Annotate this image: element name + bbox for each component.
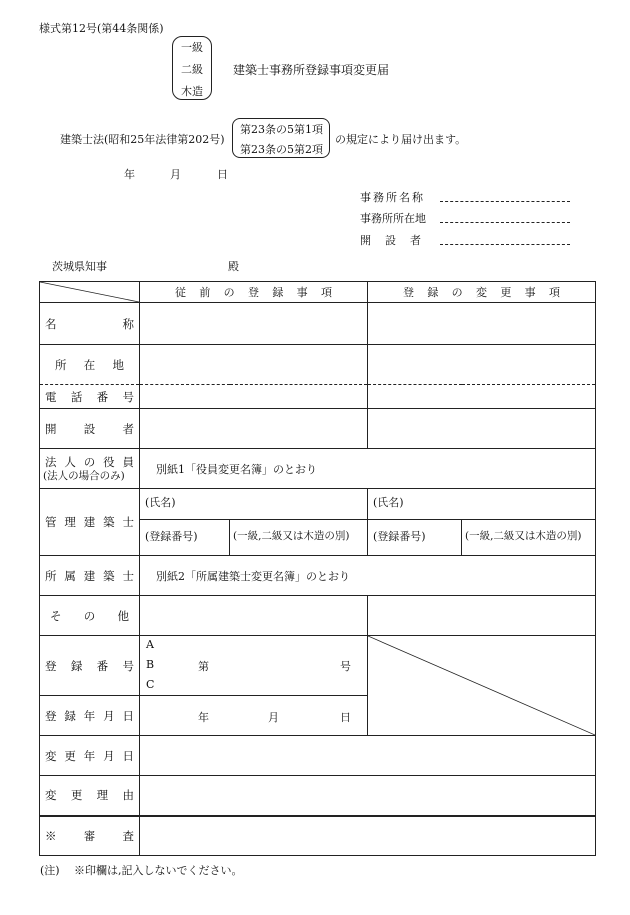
row-other-label-text [45, 608, 134, 624]
row-location-label [40, 345, 140, 385]
label-char: 者 [122, 421, 134, 436]
row-phone-label [40, 385, 140, 409]
founder-label: 開設者 [360, 234, 435, 247]
header-diagonal-cell [40, 282, 140, 303]
row-officers-value: 別紙1「役員変更名簿」のとおり [140, 449, 596, 489]
header-char: 録 [427, 286, 439, 299]
header-char: の [451, 286, 463, 299]
label-char: の [83, 608, 96, 623]
header-char: 前 [199, 286, 211, 299]
manager-regno-after[interactable]: (登録番号) [368, 520, 462, 556]
label-char: 理 [64, 515, 76, 529]
manager-regno-before[interactable]: (登録番号) [140, 520, 230, 556]
addressee-honorific: 殿 [228, 260, 239, 273]
reg-letter-a: A [146, 638, 154, 651]
form-title: 建築士事務所登録事項変更届 [233, 63, 390, 77]
label-char: 録 [64, 708, 76, 723]
reg-letter-c: C [146, 678, 155, 691]
row-affiliated-label [40, 556, 140, 596]
label-char: 年 [83, 748, 96, 763]
label-char: 員 [122, 454, 134, 469]
class-option-1: 一級 [181, 41, 203, 54]
col-header-before [140, 282, 368, 303]
label-char: 変 [45, 748, 57, 763]
header-char: 更 [500, 286, 512, 299]
regdate-month: 月 [268, 711, 279, 724]
office-location-field[interactable] [440, 222, 570, 223]
row-changedate-label [40, 736, 140, 776]
row-phone-label-text [45, 389, 134, 405]
row-reason-label-text [45, 787, 134, 803]
row-location-label-text [45, 357, 134, 373]
reg-dai: 第 [198, 660, 209, 673]
manager-class-after[interactable]: (一級,二級又は木造の別) [462, 520, 596, 556]
manager-name-after[interactable]: (氏名) [368, 489, 596, 520]
manager-name-before[interactable]: (氏名) [140, 489, 368, 520]
label-char: 理 [96, 788, 109, 803]
header-char: 従 [175, 286, 186, 299]
row-review-label-text [45, 828, 134, 844]
addressee-name: 茨城県知事 [52, 260, 107, 273]
reg-go: 号 [340, 660, 351, 673]
row-review-label [40, 816, 140, 856]
label-char: 役 [103, 454, 115, 469]
article-option-1: 第23条の5第1項 [240, 123, 323, 136]
header-char: 項 [548, 286, 560, 299]
label-char: 更 [70, 788, 83, 803]
label-char: そ [50, 608, 62, 623]
label-char: 名 [45, 316, 57, 331]
label-char: 変 [45, 788, 57, 803]
manager-class-before[interactable]: (一級,二級又は木造の別) [230, 520, 368, 556]
class-option-3: 木造 [181, 85, 203, 98]
row-reason-value[interactable] [140, 776, 596, 816]
row-affiliated-label-text [45, 568, 134, 584]
office-name-field[interactable] [440, 201, 570, 202]
date-day: 日 [217, 168, 228, 181]
label-char: 設 [83, 421, 96, 436]
label-char: 年 [83, 708, 96, 723]
reg-after-diagonal-cell [368, 636, 596, 736]
label-char: 法 [45, 454, 57, 469]
class-option-2: 二級 [181, 63, 203, 76]
header-char: 事 [296, 286, 308, 299]
row-name-after[interactable] [368, 303, 596, 345]
reg-letter-b: B [146, 658, 155, 671]
row-review-value [140, 816, 596, 856]
law-prefix: 建築士法(昭和25年法律第202号) [60, 133, 225, 146]
note-text: ※印欄は,記入しないでください。 [74, 864, 243, 877]
note-label: (注) [40, 864, 60, 877]
label-char: 士 [122, 515, 134, 529]
label-char: 築 [103, 515, 115, 529]
label-char: 由 [122, 788, 134, 803]
row-location-before[interactable] [140, 345, 368, 385]
label-char: 月 [103, 748, 115, 763]
header-char: 事 [524, 286, 536, 299]
row-regdate-before[interactable] [140, 696, 368, 736]
office-location-label: 事務所所在地 [360, 212, 426, 225]
label-char: 番 [96, 389, 109, 404]
label-char: 開 [45, 421, 57, 436]
row-location-after[interactable] [368, 345, 596, 385]
label-char: 登 [45, 658, 57, 673]
label-char: 号 [122, 389, 134, 404]
regdate-day: 日 [340, 711, 351, 724]
row-changedate-value[interactable] [140, 736, 596, 776]
label-char: 人 [64, 454, 76, 469]
label-char: 士 [122, 568, 134, 583]
label-char: 建 [83, 568, 96, 583]
header-char: 録 [272, 286, 284, 299]
regdate-year: 年 [198, 711, 209, 724]
form-number: 様式第12号(第44条関係) [39, 22, 164, 35]
row-phone-before[interactable] [140, 385, 368, 409]
row-changedate-label-text [45, 748, 134, 764]
row-regnum-label-text [45, 658, 134, 674]
row-manager-label [40, 489, 140, 556]
row-founder-label [40, 409, 140, 449]
header-char: の [223, 286, 235, 299]
row-reason-label [40, 776, 140, 816]
law-suffix: の規定により届け出ます。 [335, 133, 467, 146]
col-header-after-text [373, 284, 590, 300]
label-char: 築 [103, 568, 115, 583]
label-char: 号 [122, 658, 134, 673]
label-char: 他 [117, 608, 129, 623]
row-name-label [40, 303, 140, 345]
row-officers-label-2: (法人の場合のみ) [43, 469, 125, 482]
label-char: 更 [64, 748, 76, 763]
row-founder-after[interactable] [368, 409, 596, 449]
label-char: 月 [103, 708, 115, 723]
office-name-label: 事務所名称 [360, 191, 425, 204]
label-char: 話 [70, 389, 83, 404]
row-other-before[interactable] [140, 596, 368, 636]
article-option-2: 第23条の5第2項 [240, 143, 323, 156]
row-regdate-label-text [45, 708, 134, 724]
header-char: 登 [247, 286, 259, 299]
label-char: 称 [122, 316, 134, 331]
label-char: 日 [122, 708, 134, 723]
label-char: 建 [83, 515, 96, 529]
row-regnum-label [40, 636, 140, 696]
label-char: 日 [122, 748, 134, 763]
row-regdate-label [40, 696, 140, 736]
date-year: 年 [124, 168, 135, 181]
row-regnum-before[interactable] [140, 636, 368, 696]
row-affiliated-value: 別紙2「所属建築士変更名簿」のとおり [140, 556, 596, 596]
col-header-before-text [145, 284, 362, 300]
founder-field[interactable] [440, 244, 570, 245]
row-phone-after[interactable] [368, 385, 596, 409]
label-char: 録 [70, 658, 83, 673]
label-char: 属 [64, 568, 76, 583]
row-officers-label [40, 449, 140, 489]
row-founder-label-text [45, 421, 134, 437]
label-char: 所 [45, 568, 57, 583]
row-other-label [40, 596, 140, 636]
label-char: 所 [55, 357, 67, 372]
row-founder-before[interactable] [140, 409, 368, 449]
label-char: 登 [45, 708, 57, 723]
col-header-after [368, 282, 596, 303]
label-char: 地 [112, 357, 124, 372]
label-char: の [83, 454, 96, 469]
review-label: ※ 審 査 [45, 828, 134, 843]
header-char: 登 [403, 286, 414, 299]
label-char: 在 [83, 357, 96, 372]
row-name-before[interactable] [140, 303, 368, 345]
header-diagonal-line [40, 282, 139, 302]
row-name-label-text [45, 316, 134, 332]
row-manager-label-text [45, 514, 134, 530]
label-char: 電 [45, 389, 57, 404]
label-char: 番 [96, 658, 109, 673]
date-month: 月 [170, 168, 181, 181]
header-char: 変 [475, 286, 487, 299]
change-table [39, 281, 596, 856]
header-char: 項 [320, 286, 332, 299]
label-char: 管 [45, 515, 57, 529]
row-other-after[interactable] [368, 596, 596, 636]
row-officers-label-1 [43, 455, 136, 469]
reg-after-diagonal-line [368, 636, 595, 735]
